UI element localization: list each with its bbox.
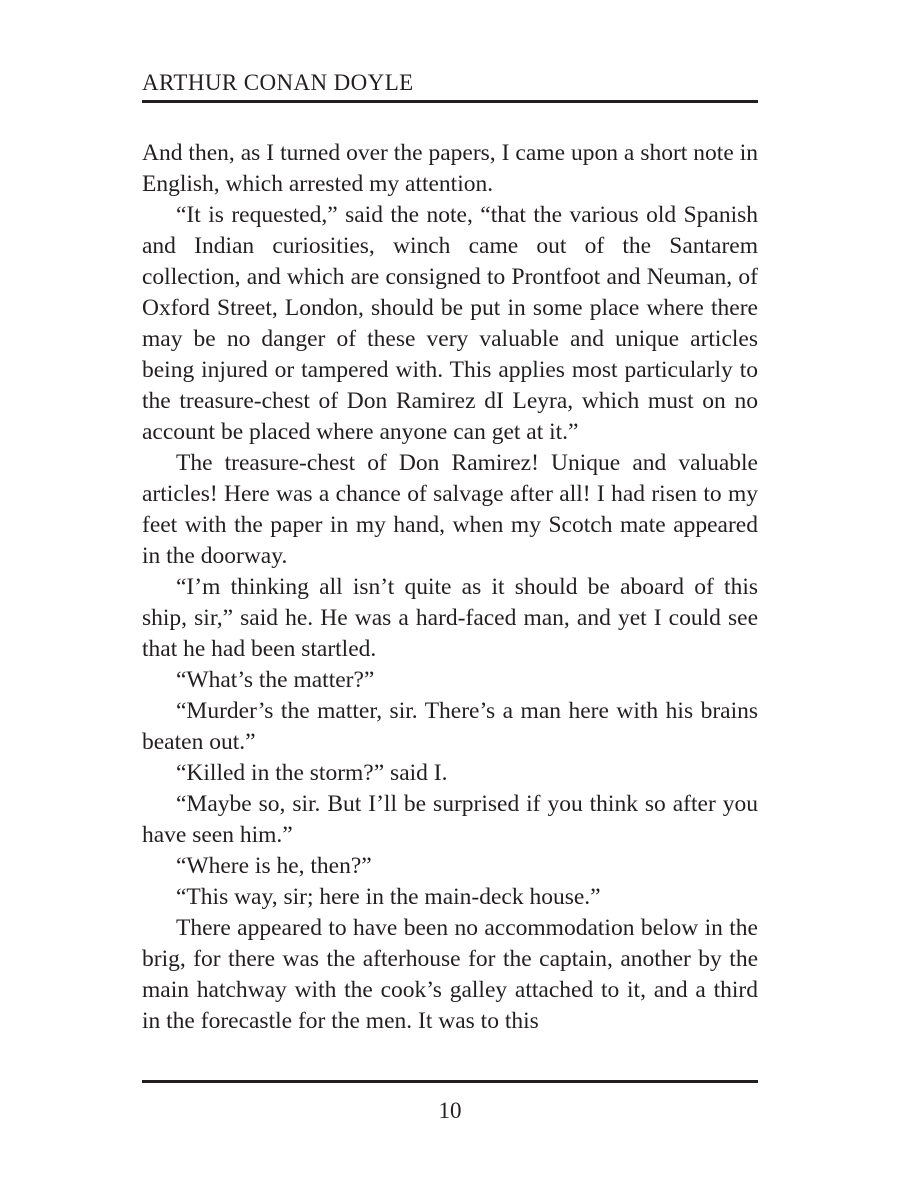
- paragraph: And then, as I turned over the papers, I came upon a short note in English, which arrested my attention.: [142, 140, 758, 197]
- footer-rule: [142, 1080, 758, 1083]
- paragraph: “Maybe so, sir. But I’ll be surprised if you think so after you have seen him.”: [142, 791, 758, 848]
- page-number: 10: [438, 1098, 462, 1123]
- paragraph: “This way, sir; here in the main-deck house.”: [176, 884, 601, 910]
- running-head: ARTHUR CONAN DOYLE: [142, 70, 414, 95]
- paragraph: “It is requested,” said the note, “that the various old Spanish and Indian curiosities, winch came out of the Santarem collection, and which are consigned to Prontfoot and Neuman, of Oxford Street, London, should be put in some place where there may be no danger of these very valuable and unique articles being injured or tampered with. This applies most particularly to the treasure-chest of Don Ramirez dI Leyra, which must on no account be placed where anyone can get at it.”: [142, 202, 758, 445]
- body-text: [142, 138, 758, 1037]
- paragraph: The treasure-chest of Don Ramirez! Unique and valuable articles! Here was a chance of salvage after all! I had risen to my feet with the paper in my hand, when my Scotch mate appeared in the doorway.: [142, 450, 758, 569]
- paragraph: “Murder’s the matter, sir. There’s a man here with his brains beaten out.”: [142, 698, 758, 755]
- paragraph: “Where is he, then?”: [176, 853, 372, 879]
- paragraph: “I’m thinking all isn’t quite as it should be aboard of this ship, sir,” said he. He was a hard-faced man, and yet I could see that he had been startled.: [142, 574, 758, 662]
- paragraph: “What’s the matter?”: [176, 667, 375, 693]
- header-rule: [142, 100, 758, 103]
- paragraph: There appeared to have been no accommodation below in the brig, for there was the afterhouse for the captain, another by the main hatchway with the cook’s galley attached to it, and a third in the forecastle for the men. It was to this: [142, 915, 758, 1034]
- paragraph: “Killed in the storm?” said I.: [176, 760, 448, 786]
